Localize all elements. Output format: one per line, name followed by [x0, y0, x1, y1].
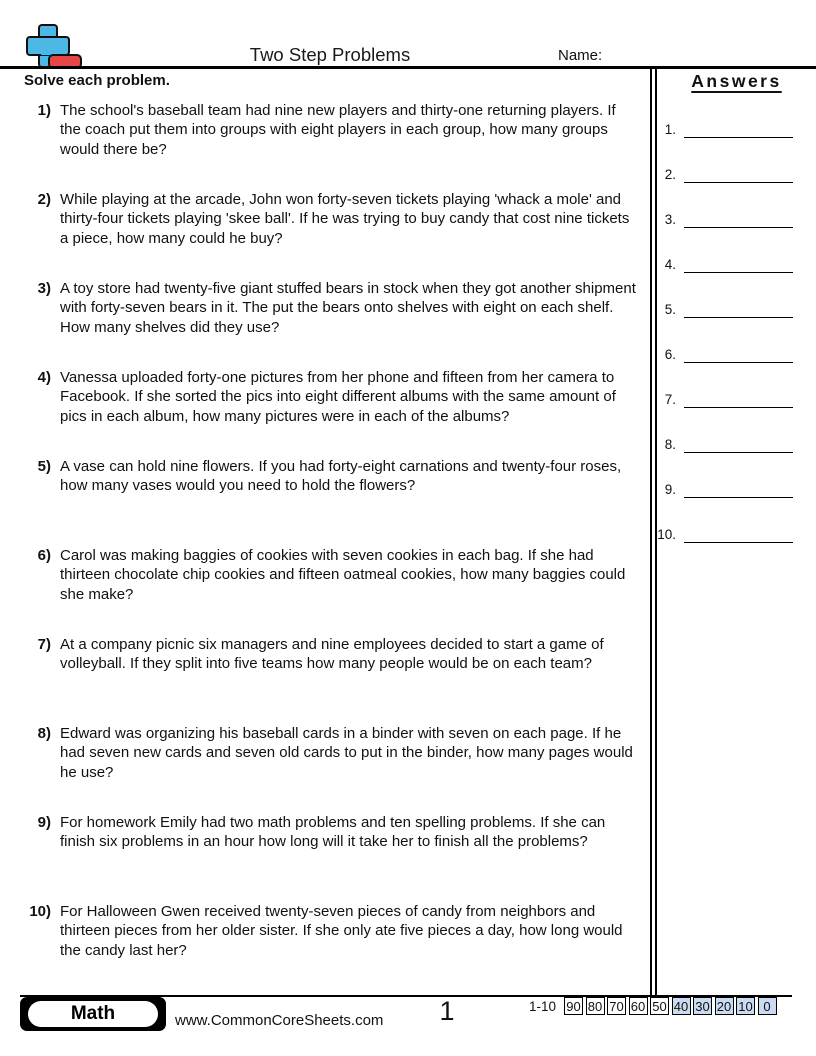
- problem-text: For Halloween Gwen received twenty-seven pieces of candy from neighbors and thirteen pieces from her older sister. If she only ate five pieces a day, how long would the candy last her?: [60, 903, 623, 959]
- problem-6: [24, 546, 638, 604]
- problem-5: [24, 457, 638, 496]
- answer-row-3: [655, 211, 793, 228]
- problem-1: [24, 101, 638, 159]
- score-cell: 20: [715, 997, 734, 1015]
- answer-blank-line: [684, 436, 793, 453]
- answer-number: 7.: [664, 392, 676, 407]
- answer-number: 2.: [664, 167, 676, 182]
- header-divider: [0, 66, 816, 69]
- problem-number: 4): [37, 369, 51, 386]
- problem-text: The school's baseball team had nine new players and thirty-one returning players. If the coach put them into groups with eight players in each group, how many groups would there be?: [60, 102, 616, 158]
- problem-number: 2): [37, 191, 51, 208]
- answer-number: 5.: [664, 302, 676, 317]
- answer-blank-line: [684, 526, 793, 543]
- plus-icon-fill: [41, 38, 56, 55]
- answer-number: 9.: [664, 482, 676, 497]
- score-cell: 30: [693, 997, 712, 1015]
- answer-row-7: [655, 391, 793, 408]
- answer-row-8: [655, 436, 793, 453]
- answer-blank-line: [684, 301, 793, 318]
- answer-number: 8.: [664, 437, 676, 452]
- answer-row-2: [655, 166, 793, 183]
- instructions-text: Solve each problem.: [24, 72, 170, 89]
- problem-number: 7): [37, 636, 51, 653]
- answer-number: 4.: [664, 257, 676, 272]
- answer-number: 1.: [664, 122, 676, 137]
- problem-4: [24, 368, 638, 426]
- answer-row-6: [655, 346, 793, 363]
- score-cell: 10: [736, 997, 755, 1015]
- score-cell: 80: [586, 997, 605, 1015]
- score-cell: 60: [629, 997, 648, 1015]
- score-cell: 70: [607, 997, 626, 1015]
- problem-number: 8): [37, 725, 51, 742]
- answer-number: 3.: [664, 212, 676, 227]
- problem-10: [24, 902, 638, 960]
- problem-2: [24, 190, 638, 248]
- website-url: www.CommonCoreSheets.com: [175, 1012, 384, 1029]
- problem-number: 9): [37, 814, 51, 831]
- problem-text: For homework Emily had two math problems and ten spelling problems. If she can finish six problems in an hour how long will it take her to finish all the problems?: [60, 814, 606, 851]
- answers-heading: Answers: [691, 71, 782, 91]
- problem-text: While playing at the arcade, John won forty-seven tickets playing 'whack a mole' and thirty-four tickets playing 'skee ball'. If he was trying to buy candy that cost nine tickets a piece, how many could he buy?: [60, 191, 630, 247]
- answer-row-5: [655, 301, 793, 318]
- answer-blank-line: [684, 481, 793, 498]
- subject-badge-label: Math: [28, 1001, 158, 1027]
- answer-blank-line: [684, 211, 793, 228]
- answer-row-10: [655, 526, 793, 543]
- problem-number: 10): [29, 903, 51, 920]
- answer-number: 6.: [664, 347, 676, 362]
- problem-text: Carol was making baggies of cookies with seven cookies in each bag. If she had thirteen chocolate chip cookies and fifteen oatmeal cookies, how many baggies could she make?: [60, 547, 626, 603]
- answer-row-9: [655, 481, 793, 498]
- name-label: Name:: [558, 47, 603, 64]
- score-cell: 40: [672, 997, 691, 1015]
- answer-row-1: [655, 121, 793, 138]
- problem-number: 5): [37, 458, 51, 475]
- problem-text: A vase can hold nine flowers. If you had forty-eight carnations and twenty-four roses, how many vases would you need to hold the flowers?: [60, 458, 622, 495]
- problem-7: [24, 635, 638, 674]
- answer-blank-line: [684, 346, 793, 363]
- problem-number: 6): [37, 547, 51, 564]
- answer-row-4: [655, 256, 793, 273]
- problem-3: [24, 279, 638, 337]
- problem-text: A toy store had twenty-five giant stuffed bears in stock when they got another shipment with forty-seven bears in it. The put the bears onto shelves with eight on each shelf. How many shelves did they use?: [60, 280, 636, 336]
- score-cell: 0: [758, 997, 777, 1015]
- page-number: 1: [439, 996, 455, 1026]
- problem-9: [24, 813, 638, 852]
- answer-blank-line: [684, 256, 793, 273]
- score-range-label: 1-10: [529, 999, 557, 1014]
- score-cell: 50: [650, 997, 669, 1015]
- answer-blank-line: [684, 391, 793, 408]
- problem-number: 1): [37, 102, 51, 119]
- subject-badge: [20, 997, 166, 1031]
- worksheet-title: Two Step Problems: [249, 44, 411, 65]
- problem-text: At a company picnic six managers and nine employees decided to start a game of volleyball. If they split into five teams how many people would be on each team?: [60, 636, 604, 673]
- answer-blank-line: [684, 121, 793, 138]
- problem-8: [24, 724, 638, 782]
- problem-text: Edward was organizing his baseball cards in a binder with seven on each page. If he had seven new cards and seven old cards to put in the binder, how many pages would he use?: [60, 725, 633, 781]
- grading-scale-table: [564, 997, 777, 1015]
- answer-blank-line: [684, 166, 793, 183]
- score-cell: 90: [564, 997, 583, 1015]
- problem-number: 3): [37, 280, 51, 297]
- answer-number: 10.: [657, 527, 676, 542]
- problem-text: Vanessa uploaded forty-one pictures from her phone and fifteen from her camera to Facebook. If she sorted the pics into eight different albums with the same amount of pics in each album, how many pictures were in each of the albums?: [60, 369, 616, 425]
